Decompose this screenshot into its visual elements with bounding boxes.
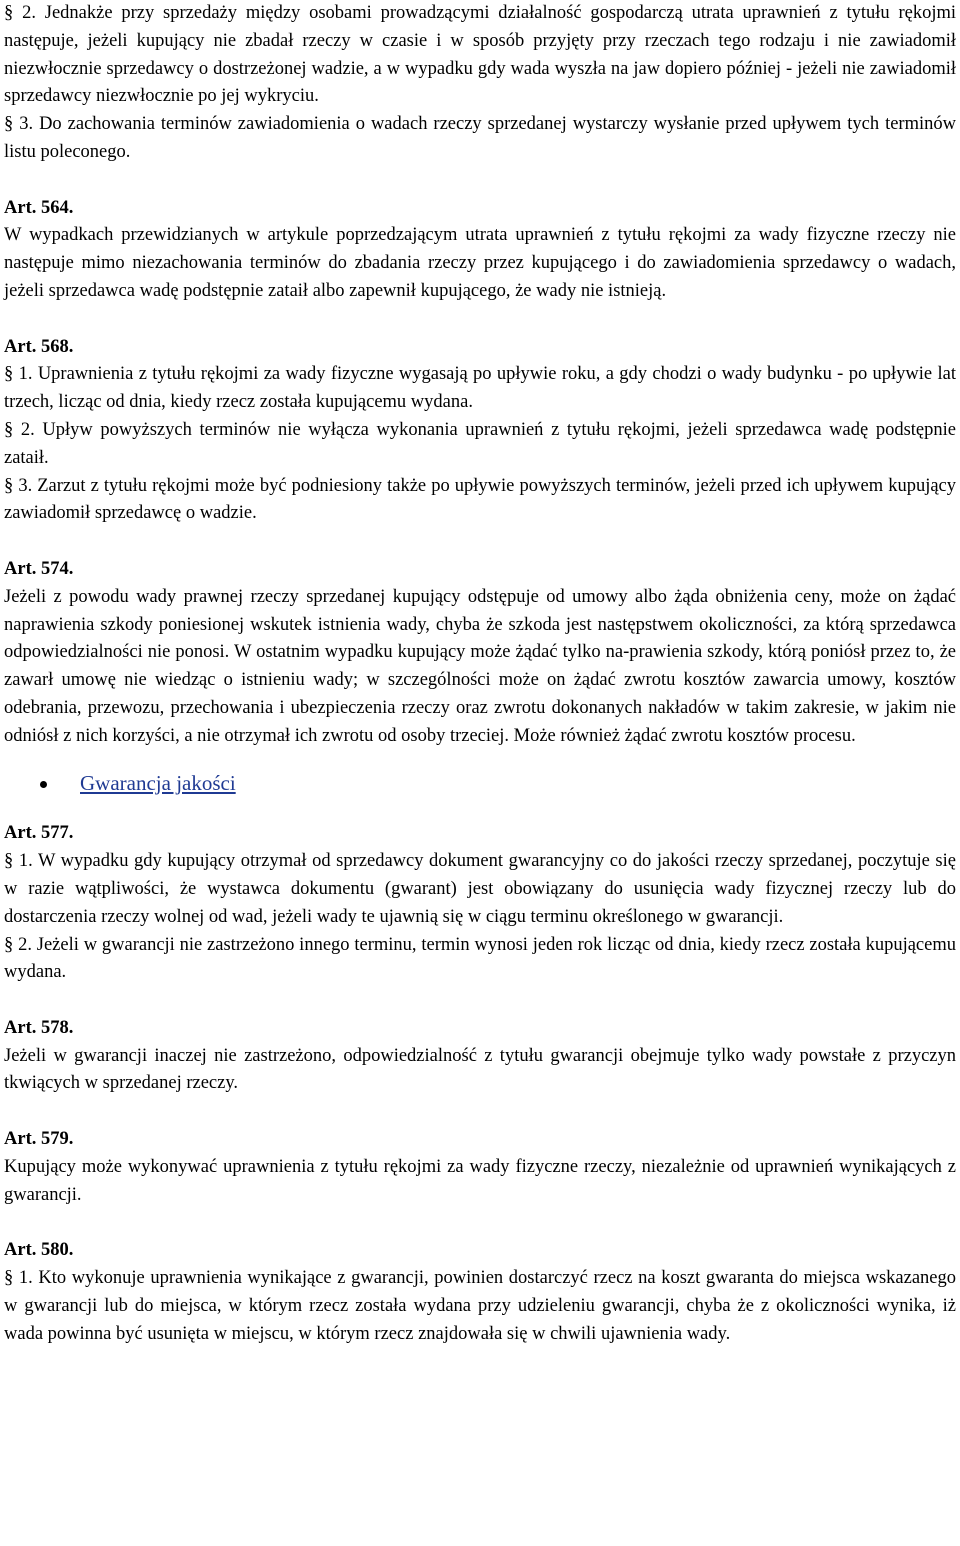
section-link[interactable]: Gwarancja jakości [80, 770, 236, 795]
article-heading: Art. 564. [4, 197, 74, 218]
paragraph-spacer [4, 167, 956, 195]
paragraph: § 2. Jednakże przy sprzedaży między osobami prowadzącymi działalność gospodarczą utrata uprawnień z tytułu rękojmi następuje, jeżeli kupujący nie zbadał rzeczy w czasie i w sposób przyjęty przy rzeczach tego rodzaju i nie zawiadomił niezwłocznie sprzedawcy o dostrzeżonej wadzie, a w wypadku gdy wada wyszła na jaw dopiero później - jeżeli nie zawiadomił sprzedawcy niezwłocznie po jej wykryciu. [4, 3, 956, 107]
paragraph: § 2. Upływ powyższych terminów nie wyłącza wykonania uprawnień z tytułu rękojmi, jeżeli sprzedawca wadę podstępnie zataił. [4, 419, 956, 468]
paragraph: Kupujący może wykonywać uprawnienia z tytułu rękojmi za wady fizyczne rzeczy, niezależnie od uprawnień wynikających z gwarancji. [4, 1156, 956, 1205]
paragraph: Jeżeli w gwarancji inaczej nie zastrzeżono, odpowiedzialność z tytułu gwarancji obejmuje tylko wady powstałe z przyczyn tkwiących w sprzedanej rzeczy. [4, 1045, 956, 1094]
paragraph: § 3. Zarzut z tytułu rękojmi może być podniesiony także po upływie powyższych terminów, jeżeli przed ich upływem kupujący zawiadomił sprzedawcę o wadzie. [4, 475, 956, 524]
paragraph-spacer [4, 306, 956, 334]
article-heading: Art. 579. [4, 1129, 74, 1150]
section-bullet [4, 770, 956, 800]
paragraph-spacer [4, 528, 956, 556]
paragraph-spacer [4, 1098, 956, 1126]
paragraph-spacer [4, 1209, 956, 1237]
article-heading: Art. 578. [4, 1017, 74, 1038]
paragraph: W wypadkach przewidzianych w artykule poprzedzającym utrata uprawnień z tytułu rękojmi za wady fizyczne rzeczy nie następuje mimo niezachowania terminów do zbadania rzeczy przez kupującego i do zawiadomienia sprzedawcy o wadach, jeżeli sprzedawca wadę podstępnie zataił albo zapewnił kupującego, że wady nie istnieją. [4, 225, 956, 301]
paragraph: § 3. Do zachowania terminów zawiadomienia o wadach rzeczy sprzedanej wystarczy wysłanie przed upływem tych terminów listu poleconego. [4, 114, 956, 162]
paragraph: § 2. Jeżeli w gwarancji nie zastrzeżono innego terminu, termin wynosi jeden rok licząc od dnia, kiedy rzecz została kupującemu wydana. [4, 934, 956, 983]
article-heading: Art. 577. [4, 823, 74, 844]
paragraph: Jeżeli z powodu wady prawnej rzeczy sprzedanej kupujący odstępuje od umowy albo żąda obniżenia ceny, może on żądać naprawienia szkody poniesionej wskutek istnienia wady, chyba że szkoda jest następstwem okoliczności, za którą sprzedawca odpowiedzialności nie ponosi. W ostatnim wypadku kupujący może żądać tylko na-prawienia szkody, którą poniósł przez to, że zawarł umowę nie wiedząc o istnieniu wady; w szczególności może on żądać zwrotu kosztów zawarcia umowy, kosztów odebrania, przewozu, przechowania i ubezpieczenia rzeczy oraz zwrotu dokonanych nakładów w takim zakresie, w jakim nie odniósł z nich korzyści, a nie otrzymał ich zwrotu od osoby trzeciej. Może również żądać zwrotu kosztów procesu. [4, 586, 956, 746]
document-page [4, 0, 956, 1348]
article-heading: Art. 580. [4, 1240, 74, 1261]
article-heading: Art. 568. [4, 336, 74, 357]
paragraph: § 1. W wypadku gdy kupujący otrzymał od sprzedawcy dokument gwarancyjny co do jakości rzeczy sprzedanej, poczytuje się w razie wątpliwości, że wystawca dokumentu (gwarant) jest obowiązany do usunięcia wady fizycznej rzeczy lub do dostarczenia rzeczy wolnej od wad, jeżeli wady te ujawnią się w ciągu terminu określonego w gwarancji. [4, 851, 956, 927]
bullet-dot-icon [40, 781, 47, 788]
article-heading: Art. 574. [4, 558, 74, 579]
paragraph: § 1. Uprawnienia z tytułu rękojmi za wady fizyczne wygasają po upływie roku, a gdy chodzi o wady budynku - po upływie lat trzech, licząc od dnia, kiedy rzecz została kupującemu wydana. [4, 364, 956, 413]
paragraph-spacer [4, 987, 956, 1015]
paragraph: § 1. Kto wykonuje uprawnienia wynikające z gwarancji, powinien dostarczyć rzecz na koszt gwaranta do miejsca wskazanego w gwarancji lub do miejsca, w którym rzecz została wydana przy udzieleniu gwarancji, chyba że z okoliczności wynika, iż wada powinna być usunięta w miejscu, w którym rzecz znajdowała się w chwili ujawnienia wady. [4, 1268, 956, 1344]
